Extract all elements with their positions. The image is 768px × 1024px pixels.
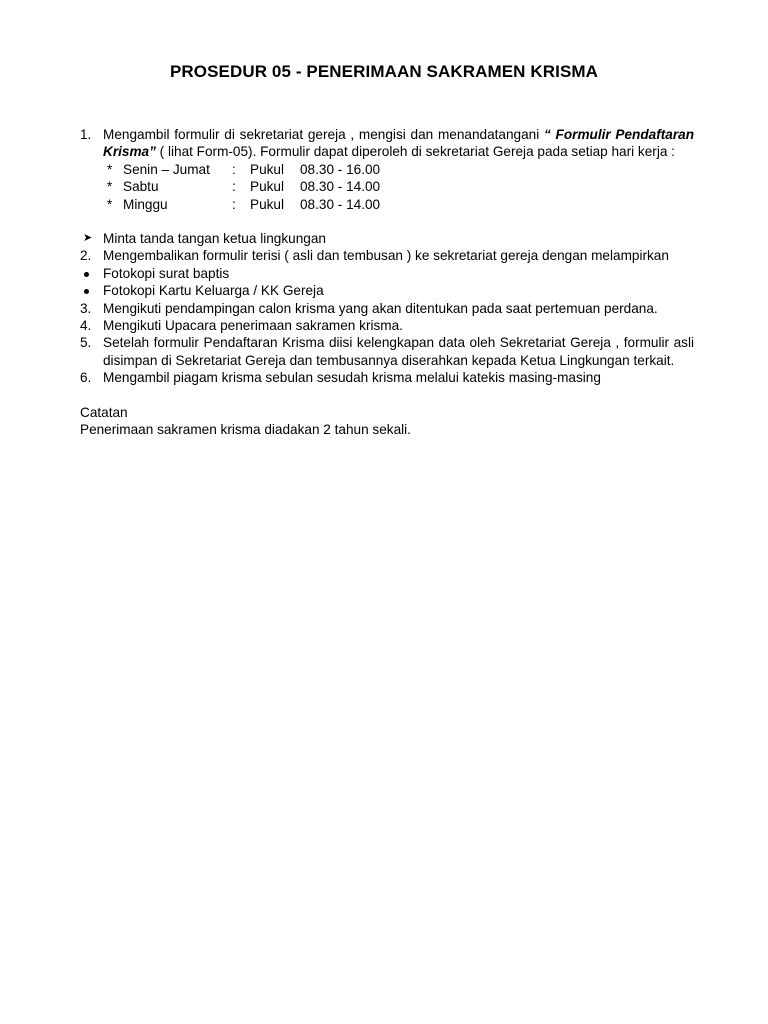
hours-row [103, 196, 694, 213]
attachment-list [80, 265, 694, 300]
hours-star: * [107, 161, 113, 177]
step-text-cont: ( lihat Form-05). Formulir dapat diperoleh di sekretariat Gereja pada setiap hari kerja : [155, 144, 675, 160]
procedure-content [80, 126, 694, 438]
step-1 [80, 126, 694, 247]
step-text: Setelah formulir Pendaftaran Krisma diisi kelengkapan data oleh Sekretariat Gereja , formulir asli disimpan di Sekretariat Gereja dan tembusannya diserahkan kepada Ketua Lingkungan terkait. [103, 335, 694, 368]
hours-colon: : [232, 196, 236, 212]
note-text: Penerimaan sakramen krisma diadakan 2 tahun sekali. [80, 422, 411, 438]
step-6 [80, 369, 694, 386]
hours-colon: : [232, 161, 236, 177]
hours-pukul: Pukul [250, 179, 285, 195]
form-name: “ Formulir Pendaftaran Krisma” [103, 127, 694, 160]
hours-pukul: Pukul [250, 161, 285, 177]
bullet-icon [84, 272, 89, 277]
step-4 [80, 317, 694, 334]
step-number: 3. [80, 300, 92, 316]
step-text: Mengembalikan formulir terisi ( asli dan tembusan ) ke sekretariat gereja dengan melampirkan [103, 248, 669, 264]
hours-time: 08.30 - 14.00 [300, 196, 381, 212]
arrow-right-icon: ➤ [83, 231, 93, 244]
office-hours [103, 161, 694, 213]
step-number: 1. [80, 127, 92, 142]
hours-day: Minggu [123, 196, 168, 212]
note-heading: Catatan [80, 404, 128, 420]
page-title: PROSEDUR 05 - PENERIMAAN SAKRAMEN KRISMA [169, 62, 599, 81]
hours-row [103, 178, 694, 195]
list-item [80, 265, 694, 282]
hours-star: * [107, 179, 113, 195]
step-text: Mengambil piagam krisma sebulan sesudah krisma melalui katekis masing-masing [103, 370, 601, 386]
signature-note [80, 230, 694, 247]
hours-time: 08.30 - 16.00 [300, 161, 381, 177]
step-text: Mengambil formulir di sekretariat gereja , mengisi dan menandatangani [103, 127, 544, 142]
step-number: 4. [80, 318, 92, 334]
hours-row [103, 161, 694, 178]
step-text: Mengikuti Upacara penerimaan sakramen krisma. [103, 318, 403, 334]
hours-colon: : [232, 179, 236, 195]
step-number: 5. [80, 335, 92, 351]
list-item-text: Fotokopi Kartu Keluarga / KK Gereja [103, 283, 324, 299]
procedure-steps [80, 126, 694, 387]
hours-pukul: Pukul [250, 196, 285, 212]
bullet-icon [84, 289, 89, 294]
hours-star: * [107, 196, 113, 212]
note-section [80, 404, 694, 439]
list-item-text: Fotokopi surat baptis [103, 265, 230, 281]
step-text: Mengikuti pendampingan calon krisma yang akan ditentukan pada saat pertemuan perdana. [103, 300, 658, 316]
step-3 [80, 300, 694, 317]
step-2 [80, 247, 694, 299]
hours-day: Senin – Jumat [123, 161, 210, 177]
hours-day: Sabtu [123, 179, 159, 195]
list-item [80, 282, 694, 299]
signature-note-text: Minta tanda tangan ketua lingkungan [103, 230, 326, 246]
step-number: 6. [80, 370, 92, 386]
step-number: 2. [80, 248, 92, 264]
hours-time: 08.30 - 14.00 [300, 179, 381, 195]
step-5 [80, 334, 694, 369]
